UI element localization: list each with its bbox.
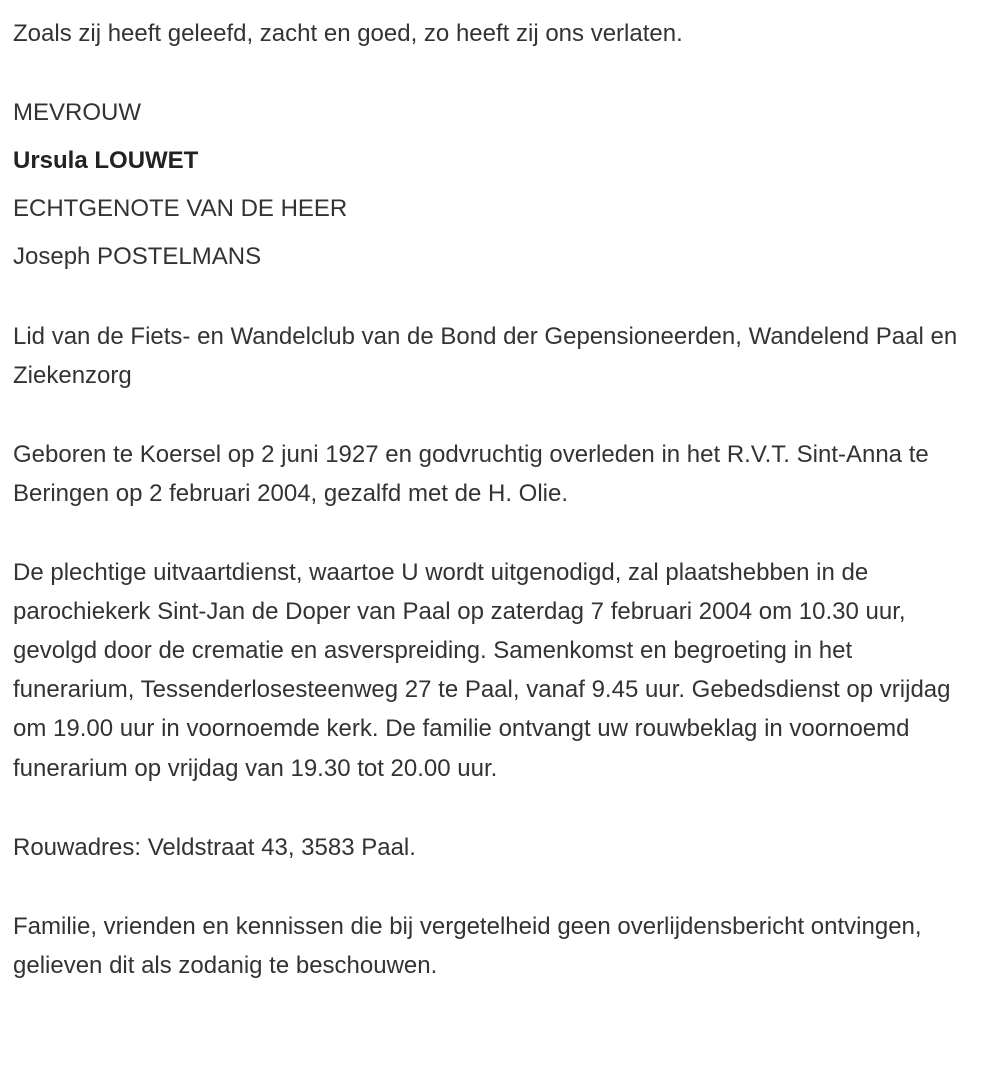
service-details-paragraph: De plechtige uitvaartdienst, waartoe U wordt uitgenodigd, zal plaatshebben in de parochiekerk Sint-Jan de Doper van Paal op zaterdag 7 februari 2004 om 10.30 uur, gevolgd door de crematie en asverspreiding. Samenkomst en begroeting in het funerarium, Tessenderlosesteenweg 27 te Paal, vanaf 9.45 uur. Gebedsdienst op vrijdag om 19.00 uur in voornoemde kerk. De familie ontvangt uw rouwbeklag in voornoemd funerarium op vrijdag van 19.30 tot 20.00 uur. [13, 558, 951, 782]
spouse-honorific-line: ECHTGENOTE VAN DE HEER [13, 195, 348, 223]
memberships-paragraph: Lid van de Fiets- en Wandelclub van de Bond der Gepensioneerden, Wandelend Paal en Ziekenzorg [13, 322, 958, 389]
closing-paragraph: Familie, vrienden en kennissen die bij vergetelheid geen overlijdensbericht ontvingen, gelieven dit als zodanig te beschouwen. [13, 912, 922, 979]
spouse-name: Joseph POSTELMANS [13, 243, 262, 271]
life-dates-paragraph: Geboren te Koersel op 2 juni 1927 en godvruchtig overleden in het R.V.T. Sint-Anna te Beringen op 2 februari 2004, gezalfd met de H. Olie. [13, 440, 929, 507]
opening-line: Zoals zij heeft geleefd, zacht en goed, zo heeft zij ons verlaten. [13, 20, 683, 47]
honorific-line: MEVROUW [13, 99, 141, 127]
mourning-address-line: Rouwadres: Veldstraat 43, 3583 Paal. [13, 833, 416, 861]
deceased-name: Ursula LOUWET [13, 147, 199, 175]
obituary-text-block [13, 14, 979, 985]
